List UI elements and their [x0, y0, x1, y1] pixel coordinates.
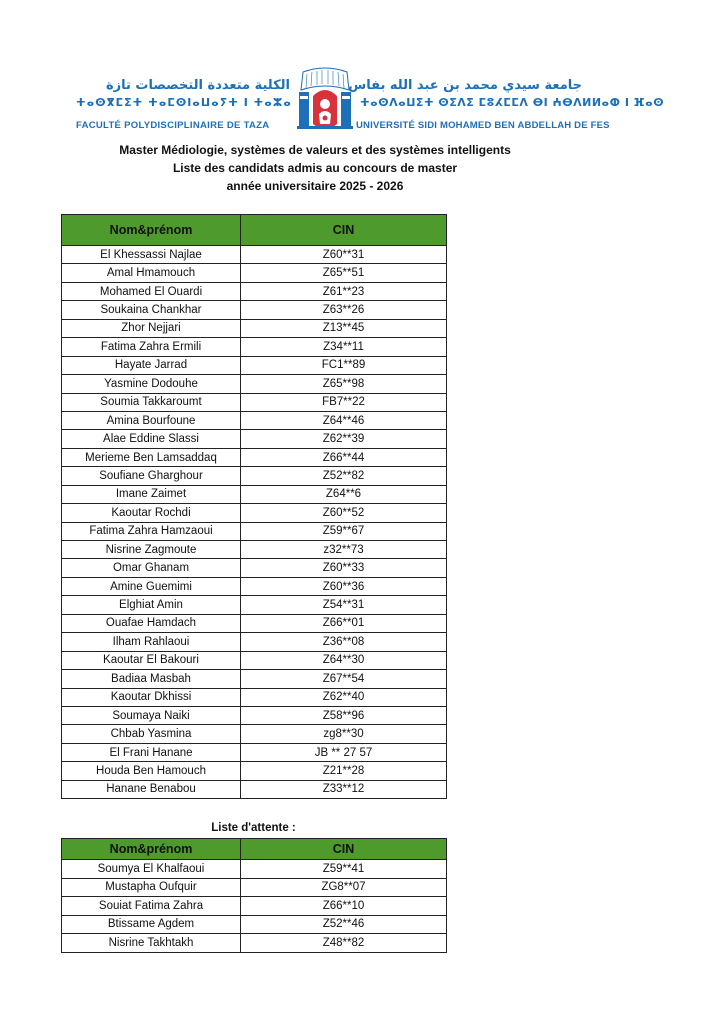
name-cell: Alae Eddine Slassi: [62, 430, 241, 448]
cin-cell: Z58**96: [241, 706, 447, 724]
table-row: [62, 897, 447, 916]
cin-cell: Z13**45: [241, 319, 447, 337]
cin-cell: Z62**39: [241, 430, 447, 448]
name-cell: Kaoutar Dkhissi: [62, 688, 241, 706]
table-row: [62, 670, 447, 688]
cin-cell: Z67**54: [241, 670, 447, 688]
cin-cell: Z60**52: [241, 504, 447, 522]
cin-cell: Z64**6: [241, 485, 447, 503]
column-header-cin: CIN: [241, 215, 447, 246]
cin-cell: Z63**26: [241, 301, 447, 319]
name-cell: Soumya El Khalfaoui: [62, 860, 241, 879]
name-cell: Ouafae Hamdach: [62, 614, 241, 632]
name-cell: Hayate Jarrad: [62, 356, 241, 374]
faculty-name-arabic: الكلية متعددة التخصصات تازة: [105, 78, 290, 93]
table-row: [62, 319, 447, 337]
name-cell: Souiat Fatima Zahra: [62, 897, 241, 916]
cin-cell: Z36**08: [241, 633, 447, 651]
university-name-tifinagh: ⵜⴰⵙⴷⴰⵡⵉⵜ ⵙⵉⴷⵉ ⵎⵓⵃⵎⵎⴷ ⴱⵏ ⵄⴱⴷⵍⵍⴰⵀ ⵏ ⴼⴰⵙ: [360, 96, 665, 109]
table-row: [62, 541, 447, 559]
table-header-row: [62, 215, 447, 246]
table-row: [62, 725, 447, 743]
table-row: [62, 246, 447, 264]
column-header-cin: CIN: [241, 839, 447, 860]
table-row: [62, 485, 447, 503]
name-cell: Soukaina Chankhar: [62, 301, 241, 319]
table-row: [62, 596, 447, 614]
table-row: [62, 448, 447, 466]
table-row: [62, 375, 447, 393]
cin-cell: Z21**28: [241, 762, 447, 780]
master-title: Master Médiologie, systèmes de valeurs et des systèmes intelligents: [119, 143, 511, 157]
table-row: [62, 522, 447, 540]
name-cell: Houda Ben Hamouch: [62, 762, 241, 780]
cin-cell: Z59**41: [241, 860, 447, 879]
column-header-name: Nom&prénom: [62, 839, 241, 860]
name-cell: El Khessassi Najlae: [62, 246, 241, 264]
cin-cell: Z65**98: [241, 375, 447, 393]
cin-cell: Z60**31: [241, 246, 447, 264]
name-cell: Fatima Zahra Ermili: [62, 338, 241, 356]
document-titles: [40, 141, 590, 195]
name-cell: Kaoutar El Bakouri: [62, 651, 241, 669]
table-row: [62, 915, 447, 934]
page-header: [70, 68, 665, 138]
name-cell: Hanane Benabou: [62, 780, 241, 798]
name-cell: Badiaa Masbah: [62, 670, 241, 688]
academic-year: année universitaire 2025 - 2026: [226, 179, 404, 193]
cin-cell: Z61**23: [241, 282, 447, 300]
cin-cell: Z66**10: [241, 897, 447, 916]
cin-cell: Z52**82: [241, 467, 447, 485]
table-row: [62, 282, 447, 300]
university-name-arabic: جامعة سيدي محمد بن عبد الله بفاس: [348, 78, 582, 93]
table-row: [62, 614, 447, 632]
cin-cell: zg8**30: [241, 725, 447, 743]
table-row: [62, 504, 447, 522]
name-cell: Kaoutar Rochdi: [62, 504, 241, 522]
faculty-name-tifinagh: ⵜⴰⵙⴳⵎⵉⵜ ⵜⴰⵎⵙⵏⴰⵡⴰⵢⵜ ⵏ ⵜⴰⵣⴰ: [76, 96, 292, 109]
name-cell: Yasmine Dodouhe: [62, 375, 241, 393]
table-row: [62, 860, 447, 879]
name-cell: Nisrine Takhtakh: [62, 934, 241, 953]
name-cell: Mustapha Oufquir: [62, 878, 241, 897]
table-row: [62, 411, 447, 429]
cin-cell: Z66**01: [241, 614, 447, 632]
name-cell: Nisrine Zagmoute: [62, 541, 241, 559]
table-row: [62, 878, 447, 897]
table-row: [62, 577, 447, 595]
name-cell: Amina Bourfoune: [62, 411, 241, 429]
waiting-list-table: [61, 838, 447, 953]
name-cell: El Frani Hanane: [62, 743, 241, 761]
table-row: [62, 356, 447, 374]
cin-cell: Z52**46: [241, 915, 447, 934]
cin-cell: Z48**82: [241, 934, 447, 953]
cin-cell: ZG8**07: [241, 878, 447, 897]
name-cell: Soumaya Naiki: [62, 706, 241, 724]
table-row: [62, 633, 447, 651]
admitted-candidates-table: [61, 214, 447, 799]
cin-cell: Z64**46: [241, 411, 447, 429]
cin-cell: Z59**67: [241, 522, 447, 540]
cin-cell: Z64**30: [241, 651, 447, 669]
name-cell: Amal Hmamouch: [62, 264, 241, 282]
cin-cell: Z54**31: [241, 596, 447, 614]
table-row: [62, 264, 447, 282]
cin-cell: FC1**89: [241, 356, 447, 374]
cin-cell: Z66**44: [241, 448, 447, 466]
table-row: [62, 688, 447, 706]
cin-cell: JB ** 27 57: [241, 743, 447, 761]
table-header-row: [62, 839, 447, 860]
name-cell: Btissame Agdem: [62, 915, 241, 934]
name-cell: Imane Zaimet: [62, 485, 241, 503]
table-row: [62, 706, 447, 724]
table-row: [62, 780, 447, 798]
table-row: [62, 301, 447, 319]
cin-cell: Z62**40: [241, 688, 447, 706]
table-row: [62, 762, 447, 780]
name-cell: Amine Guemimi: [62, 577, 241, 595]
table-row: [62, 430, 447, 448]
table-row: [62, 338, 447, 356]
table-row: [62, 467, 447, 485]
name-cell: Chbab Yasmina: [62, 725, 241, 743]
cin-cell: z32**73: [241, 541, 447, 559]
table-row: [62, 743, 447, 761]
cin-cell: Z33**12: [241, 780, 447, 798]
cin-cell: Z60**33: [241, 559, 447, 577]
name-cell: Zhor Nejjari: [62, 319, 241, 337]
name-cell: Mohamed El Ouardi: [62, 282, 241, 300]
cin-cell: Z34**11: [241, 338, 447, 356]
table-row: [62, 934, 447, 953]
name-cell: Elghiat Amin: [62, 596, 241, 614]
university-name-french: UNIVERSITÉ SIDI MOHAMED BEN ABDELLAH DE FES: [356, 120, 610, 131]
table-row: [62, 393, 447, 411]
table-row: [62, 651, 447, 669]
cin-cell: Z60**36: [241, 577, 447, 595]
cin-cell: FB7**22: [241, 393, 447, 411]
faculty-name-french: FACULTÉ POLYDISCIPLINAIRE DE TAZA: [76, 120, 270, 131]
waiting-list-title: Liste d'attente :: [211, 822, 296, 834]
name-cell: Soufiane Gharghour: [62, 467, 241, 485]
table-row: [62, 559, 447, 577]
name-cell: Omar Ghanam: [62, 559, 241, 577]
name-cell: Fatima Zahra Hamzaoui: [62, 522, 241, 540]
name-cell: Soumia Takkaroumt: [62, 393, 241, 411]
column-header-name: Nom&prénom: [62, 215, 241, 246]
university-logo-icon: [295, 68, 355, 136]
list-title: Liste des candidats admis au concours de master: [172, 161, 458, 175]
cin-cell: Z65**51: [241, 264, 447, 282]
name-cell: Merieme Ben Lamsaddaq: [62, 448, 241, 466]
name-cell: Ilham Rahlaoui: [62, 633, 241, 651]
